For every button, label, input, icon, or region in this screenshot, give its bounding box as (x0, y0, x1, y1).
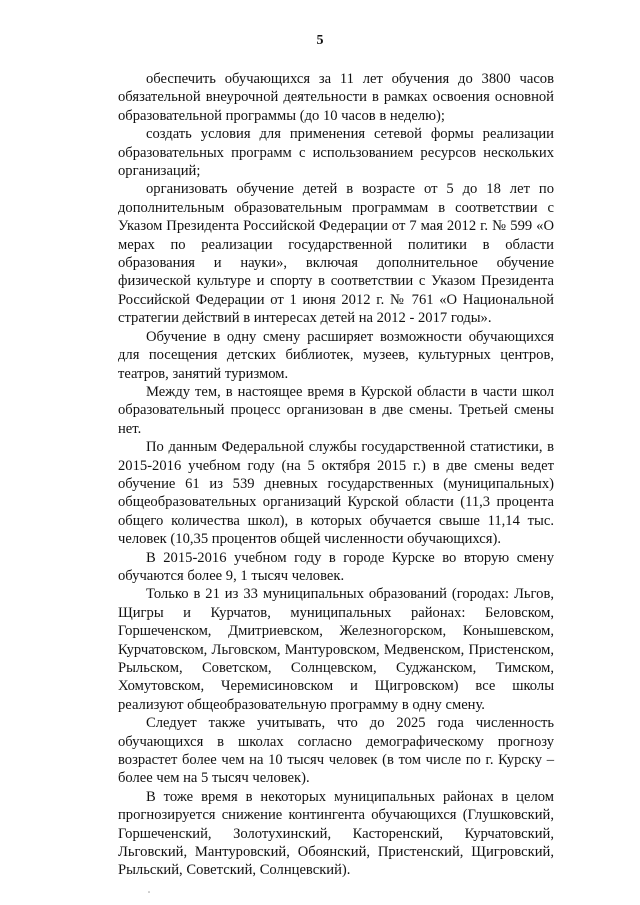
page-number: 5 (316, 33, 324, 48)
paragraph-additional-education: организовать обучение детей в возрасте от 5 до 18 лет по дополнительным образовательным программам в соответствии с Указом Президента Российской Федерации от 7 мая 2012 г. № 599 «О мерах по реализации государственной политики в области образования и науки», включая дополнительное обучение физической культуре и спорту в соответствии с Указом Президента Российской Федерации от 1 июня 2012 г. № 761 «О Национальной стратегии действий в интересах детей на 2012 - 2017 годы». (118, 181, 554, 327)
paragraph-extracurricular-hours: обеспечить обучающихся за 11 лет обучения до 3800 часов обязательной внеурочной деятельности в рамках освоения основной образовательной программы (до 10 часов в неделю); (118, 71, 554, 124)
paragraph-forecast-growth: Следует также учитывать, что до 2025 года численность обучающихся в школах согласно демографическому прогнозу возрастет более чем на 10 тысяч человек (в том числе по г. Курску – более чем на 5 тысяч человек). (118, 715, 554, 787)
paragraph-network-form: создать условия для применения сетевой формы реализации образовательных программ с использованием ресурсов нескольких организаций; (118, 126, 554, 180)
paragraph-forecast-decline: В тоже время в некоторых муниципальных районах в целом прогнозируется снижение контингента обучающихся (Глушковский, Горшеченский, Золотухинский, Касторенский, Курчатовский, Льговский, Мантуровский, Обоянский, Пристенский, Щигровский, Рыльский, Советский, Солнцевский). (118, 788, 554, 879)
paragraph-statistics: По данным Федеральной службы государственной статистики, в 2015-2016 учебном году (на 5 октября 2015 г.) в две смены ведет обучение 61 из 539 дневных государственных (муниципальных) общеобразовательных организаций Курской области (11,3 процента общего количества школ), в которых обучается свыше 11,14 тыс. человек (10,35 процентов общей численности обучающихся). (118, 439, 554, 548)
paragraph-two-shifts: Между тем, в настоящее время в Курской области в части школ образовательный процесс организован в две смены. Третьей смены нет. (118, 383, 554, 437)
paragraph-single-shift: Обучение в одну смену расширяет возможности обучающихся для посещения детских библиотек, музеев, культурных центров, театров, занятий туризмом. (118, 328, 554, 382)
scan-speck (148, 891, 150, 893)
paragraph-kursk-city: В 2015-2016 учебном году в городе Курске во вторую смену обучаются более 9, 1 тысяч человек. (118, 549, 554, 584)
paragraph-municipalities: Только в 21 из 33 муниципальных образований (городах: Льгов, Щигры и Курчатов, муниципальных районах: Беловском, Горшеченском, Дмитриевском, Железногорском, Конышевском, Курчатовском, Льговском, Мантуровском, Медвенском, Пристенском, Рыльском, Советском, Солнцевском, Суджанском, Тимском, Хомутовском, Черемисиновском и Щигровском) все школы реализуют общеобразовательную программу в одну смену. (118, 586, 554, 713)
